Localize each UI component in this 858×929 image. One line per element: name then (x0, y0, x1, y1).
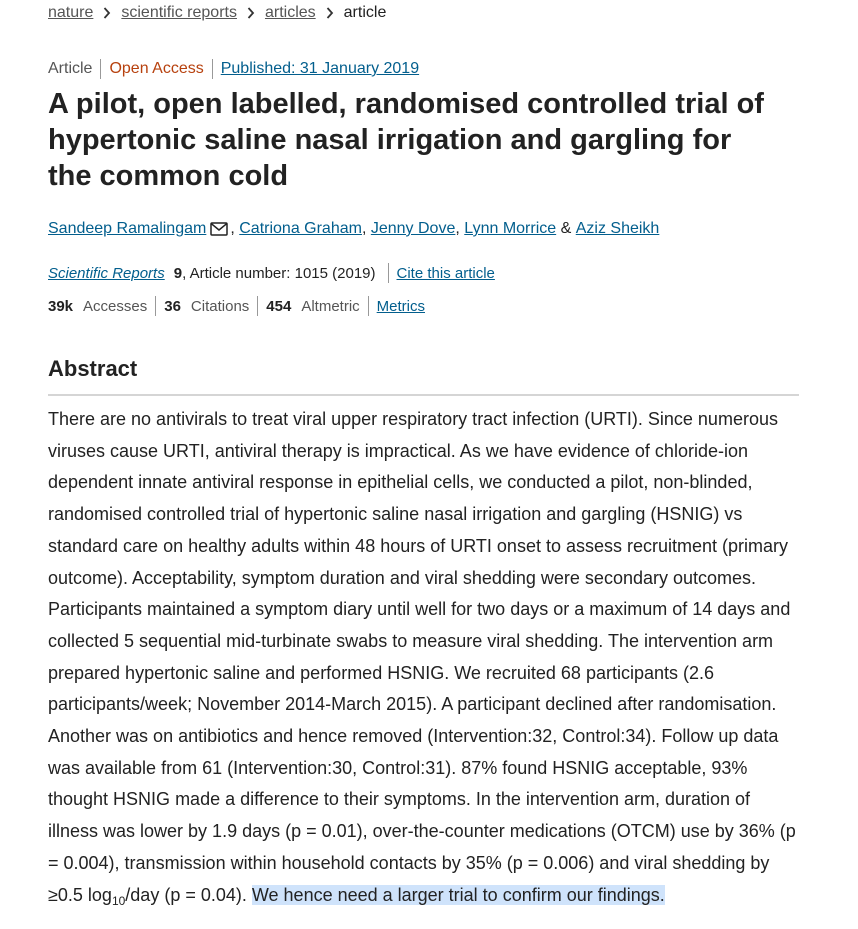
journal-link[interactable]: Scientific Reports (48, 264, 165, 282)
breadcrumb-nature[interactable]: nature (48, 4, 94, 21)
volume-number: 9 (173, 264, 183, 282)
divider (100, 59, 101, 79)
section-divider (48, 394, 799, 396)
envelope-icon[interactable] (210, 222, 228, 236)
author-separator: , (361, 220, 367, 237)
page-title: A pilot, open labelled, randomised controlled trial of hypertonic saline nasal irrigation and gargling for the common cold (48, 88, 764, 192)
divider (155, 296, 156, 316)
author-link[interactable]: Aziz Sheikh (575, 220, 660, 237)
citations-label: Citations (190, 297, 250, 315)
metrics-link[interactable]: Metrics (376, 297, 425, 315)
article-type: Article (48, 60, 93, 77)
abstract-body: There are no antivirals to treat viral upper respiratory tract infection (URTI). Since numerous viruses cause URTI, antiviral therapy is impractical. As we have evidence of chloride-ion dependent innate antiviral response in epithelial cells, we conducted a pilot, non-blinded, randomised controlled trial of hypertonic saline nasal irrigation and gargling (HSNIG) vs standard care on healthy adults within 48 hours of URTI onset to assess recruitment (primary outcome). Acceptability, symptom duration and viral shedding were secondary outcomes. Participants maintained a symptom diary until well for two days or a maximum of 14 days and collected 5 sequential mid-turbinate swabs to measure viral shedding. The intervention arm prepared hypertonic saline and performed HSNIG. We recruited 68 participants (2.6 participants/week; November 2014-March 2015). A participant declined after randomisation. Another was on antibiotics and hence removed (Intervention:32, Control:34). Follow up data was available from 61 (Intervention:30, Control:31). 87% found HSNIG acceptable, 93% thought HSNIG made a difference to their symptoms. In the intervention arm, duration of illness was lower by 1.9 days (p = 0.01), over-the-counter medications (OTCM) use by 36% (p = 0.004), transmission within household contacts by 35% (p = 0.006) and viral shedding by ≥0.5 log (48, 409, 796, 905)
divider (257, 296, 258, 316)
accesses-count: 39k (48, 297, 74, 315)
altmetric-label: Altmetric (301, 297, 360, 315)
abstract-text[interactable] (48, 404, 800, 911)
cite-article-link[interactable]: Cite this article (396, 264, 495, 282)
author-link[interactable]: Sandeep Ramalingam (48, 220, 207, 237)
altmetric-score: 454 (266, 297, 292, 315)
breadcrumb (48, 2, 386, 24)
article-metrics (48, 295, 425, 317)
author-link[interactable]: Jenny Dove (370, 220, 456, 237)
divider (368, 296, 369, 316)
published-date-link[interactable]: Published: 31 January 2019 (220, 60, 420, 77)
author-link[interactable]: Lynn Morrice (464, 220, 557, 237)
chevron-right-icon (326, 7, 334, 19)
selected-text[interactable]: We hence need a larger trial to confirm our findings. (251, 884, 665, 905)
accesses-label: Accesses (83, 297, 148, 315)
open-access-label: Open Access (109, 60, 204, 77)
abstract-heading: Abstract (48, 356, 138, 381)
divider (212, 59, 213, 79)
article-meta (48, 58, 419, 80)
citation-line (48, 262, 495, 284)
citations-count: 36 (164, 297, 181, 315)
author-ampersand: & (560, 220, 572, 237)
breadcrumb-articles[interactable]: articles (264, 4, 316, 21)
breadcrumb-current: article (343, 4, 387, 21)
author-separator: , (455, 220, 460, 237)
breadcrumb-scientific-reports[interactable]: scientific reports (121, 4, 237, 21)
author-separator: , (230, 220, 235, 237)
chevron-right-icon (103, 7, 111, 19)
chevron-right-icon (247, 7, 255, 19)
log-subscript: 10 (111, 893, 126, 908)
divider (388, 263, 389, 283)
author-link[interactable]: Catriona Graham (239, 220, 362, 237)
article-number: , Article number: 1015 (2019) (182, 264, 376, 282)
author-list (48, 218, 659, 240)
abstract-body-end: /day (p = 0.04). (125, 884, 252, 905)
